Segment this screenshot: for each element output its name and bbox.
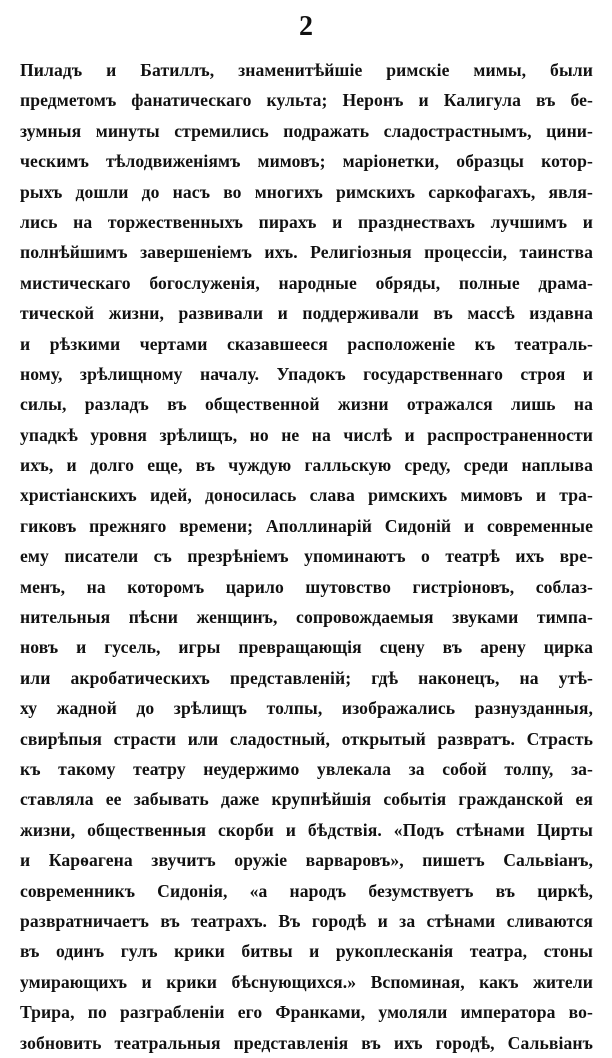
text-line: лись на торжественныхъ пирахъ и празднествахъ лучшимъ и xyxy=(20,211,593,232)
text-line: предметомъ фанатическаго культа; Неронъ и Калигула въ бе- xyxy=(20,90,593,111)
text-line: свирѣпыя страсти или сладостный, открытый развратъ. Страсть xyxy=(20,728,593,749)
text-line: менъ, на которомъ царило шутовство гистріоновъ, соблаз- xyxy=(20,576,593,597)
text-line: и Карѳагена звучитъ оружіе варваровъ», пишетъ Сальвіанъ, xyxy=(20,850,593,871)
text-line: современникъ Сидонія, «а народъ безумствуетъ въ циркѣ, xyxy=(20,880,593,901)
text-line: полнѣйшимъ завершеніемъ ихъ. Религіозныя процессіи, таинства xyxy=(20,242,593,263)
text-line: мистическаго богослуженія, народные обряды, полные драма- xyxy=(20,272,593,293)
text-line: и рѣзкими чертами сказавшееся расположеніе къ театраль- xyxy=(20,333,593,354)
text-line: въ одинъ гулъ крики битвы и рукоплесканія театра, стоны xyxy=(20,941,593,962)
page-number: 2 xyxy=(299,11,313,42)
text-line: ху жадной до зрѣлищъ толпы, изображались разнузданныя, xyxy=(20,698,593,719)
text-line: развратничаетъ въ театрахъ. Въ городѣ и за стѣнами сливаются xyxy=(20,910,593,931)
text-line: ному, зрѣлищному началу. Упадокъ государственнаго строя и xyxy=(20,363,593,384)
text-line: гиковъ прежняго времени; Аполлинарій Сидоній и современные xyxy=(20,515,593,536)
text-line: ставляла ее забывать даже крупнѣйшія событія гражданской ея xyxy=(20,789,593,810)
text-line: зобновить театральныя представленія въ ихъ городѣ, Сальвіанъ xyxy=(20,1032,593,1053)
text-line: ческимъ тѣлодвиженіямъ мимовъ; маріонетки, образцы котор- xyxy=(20,151,593,172)
text-line: Трира, по разграбленіи его Франками, умоляли императора во- xyxy=(20,1002,593,1023)
text-line: зумныя минуты стремились подражать сладострастнымъ, цини- xyxy=(20,120,593,141)
text-line: христіанскихъ идей, доносилась слава римскихъ мимовъ и тра- xyxy=(20,485,593,506)
text-line: упадкѣ уровня зрѣлищъ, но не на числѣ и распространенности xyxy=(20,424,593,445)
text-line: тической жизни, развивали и поддерживали въ массѣ издавна xyxy=(20,303,593,324)
body-text xyxy=(20,55,593,1058)
text-line: новъ и гусель, игры превращающія сцену въ арену цирка xyxy=(20,637,593,658)
text-line: рыхъ дошли до насъ во многихъ римскихъ саркофагахъ, явля- xyxy=(20,181,593,202)
text-line: умирающихъ и крики бѣснующихся.» Вспоминая, какъ жители xyxy=(20,971,593,992)
text-line: жизни, общественныя скорби и бѣдствія. «Подъ стѣнами Цирты xyxy=(20,819,593,840)
text-line: ему писатели съ презрѣніемъ упоминаютъ о театрѣ ихъ вре- xyxy=(20,546,593,567)
text-line: ихъ, и долго еще, въ чуждую галльскую среду, среди наплыва xyxy=(20,455,593,476)
text-line: къ такому театру неудержимо увлекала за собой толпу, за- xyxy=(20,758,593,779)
text-line: или акробатическихъ представленій; гдѣ наконецъ, на утѣ- xyxy=(20,667,593,688)
text-line: силы, разладъ въ общественной жизни отражался лишь на xyxy=(20,394,593,415)
text-line: Пиладъ и Батиллъ, знаменитѣйшіе римскіе мимы, были xyxy=(20,60,593,80)
text-line: нительныя пѣсни женщинъ, сопровождаемыя звуками тимпа- xyxy=(20,607,593,628)
